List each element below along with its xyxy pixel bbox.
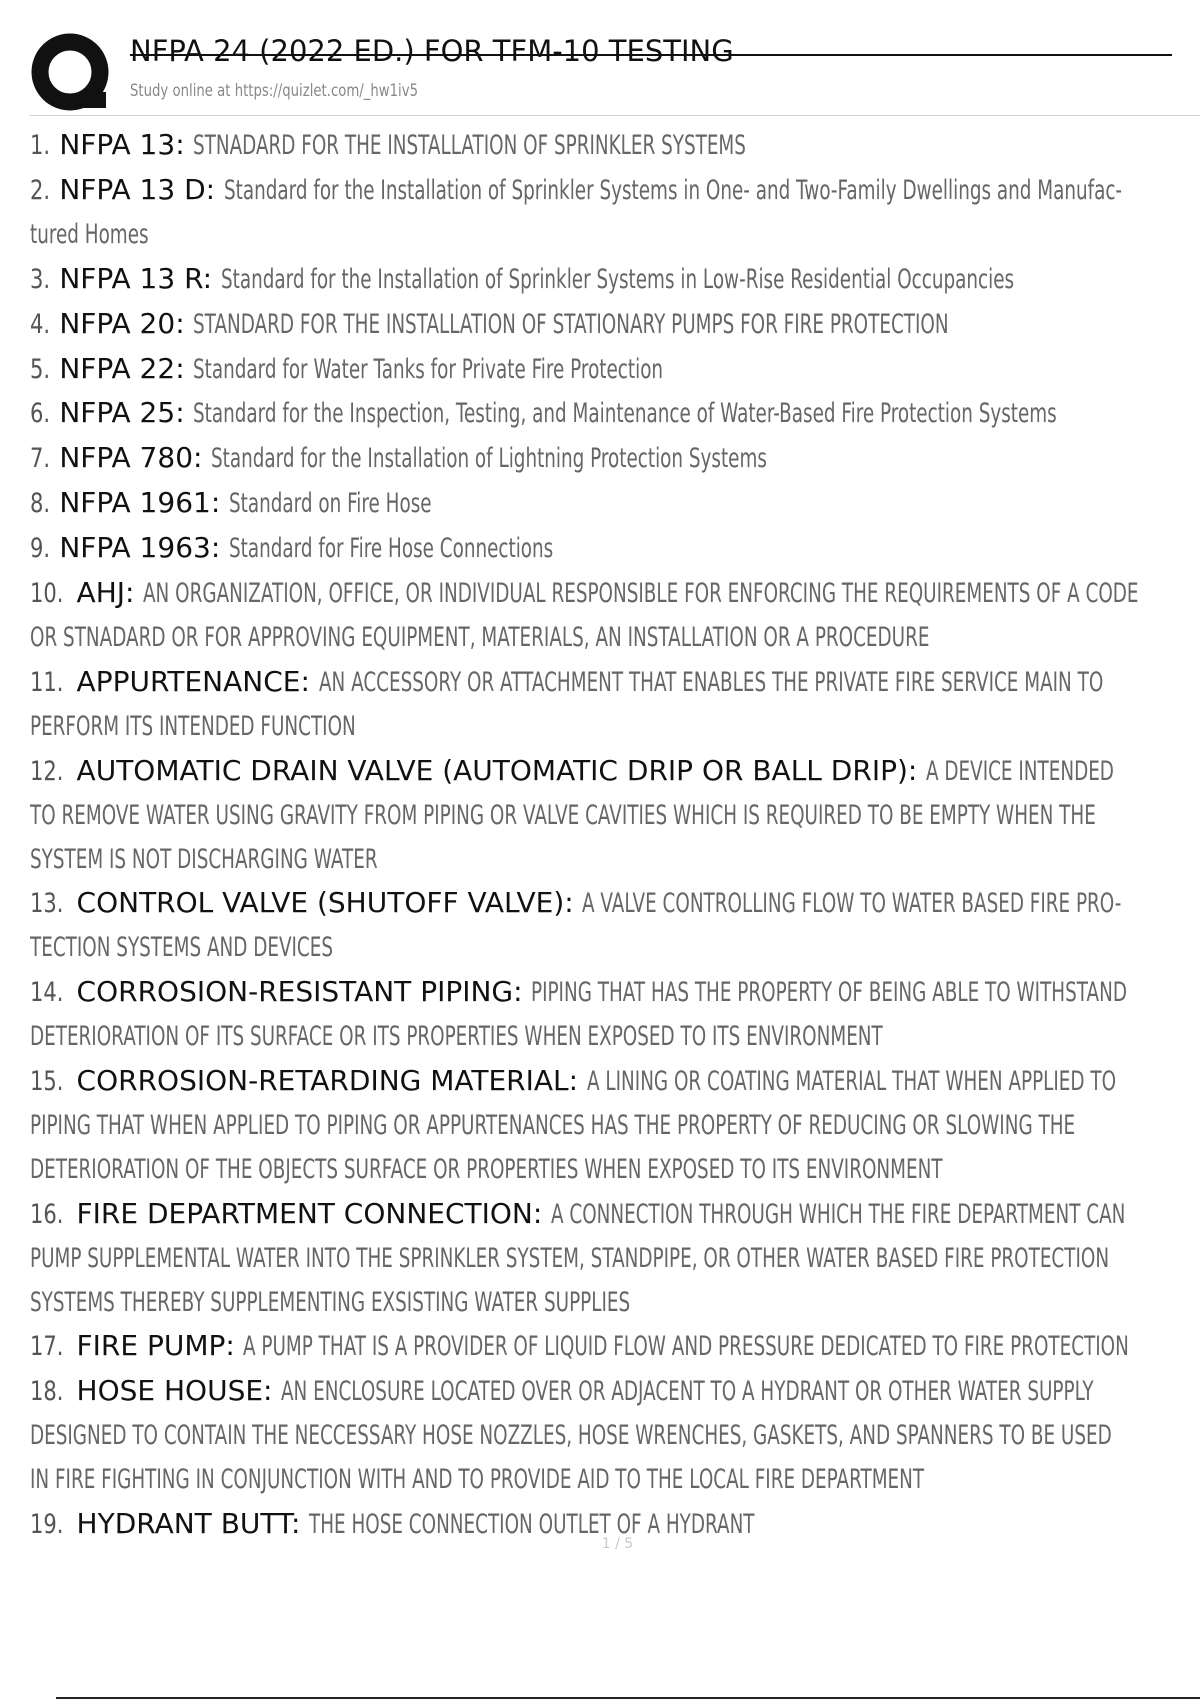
card-definition: STNADARD FOR THE INSTALLATION OF SPRINKLER SYSTEMS — [193, 130, 747, 161]
footer-divider — [56, 1697, 1200, 1699]
card-definition-continued: SYSTEMS THEREBY SUPPLEMENTING EXSISTING WATER SUPPLIES — [30, 1286, 631, 1318]
card-definition-continued: PERFORM ITS INTENDED FUNCTION — [30, 710, 356, 742]
flashcard-item — [30, 481, 1200, 526]
card-term: FIRE PUMP: — [76, 1329, 235, 1363]
card-term: NFPA 22: — [59, 351, 185, 385]
card-definition: Standard for the Installation of Sprinkler Systems in One- and Two-Family Dwellings and Manufac- — [223, 174, 1122, 206]
page-number: 1 / 5 — [601, 1536, 634, 1552]
card-term: CORROSION-RETARDING MATERIAL: — [76, 1064, 579, 1098]
card-term: NFPA 20: — [59, 306, 185, 340]
header-divider — [30, 115, 1200, 116]
card-definition: A DEVICE INTENDED — [925, 755, 1114, 787]
card-number: 17. — [30, 1331, 64, 1363]
card-term: HYDRANT BUTT: — [76, 1507, 301, 1541]
card-definition: STANDARD FOR THE INSTALLATION OF STATIONARY PUMPS FOR FIRE PROTECTION — [193, 308, 949, 340]
card-number: 8. — [30, 488, 51, 520]
quizlet-q-logo-icon — [30, 32, 114, 116]
card-number: 18. — [30, 1376, 64, 1408]
flashcard-item — [30, 1369, 1200, 1502]
flashcard-item — [30, 168, 1200, 257]
card-number: 5. — [30, 353, 51, 385]
card-definition-continued: PIPING THAT WHEN APPLIED TO PIPING OR APPURTENANCES HAS THE PROPERTY OF REDUCING OR SLOWING THE — [30, 1109, 1076, 1141]
card-definition-continued: SYSTEM IS NOT DISCHARGING WATER — [30, 843, 378, 875]
flashcard-list — [30, 123, 1200, 1547]
card-term: NFPA 13: — [59, 128, 185, 161]
card-definition-continued: TO REMOVE WATER USING GRAVITY FROM PIPING OR VALVE CAVITIES WHICH IS REQUIRED TO BE EMPTY WHEN THE — [30, 799, 1096, 831]
flashcard-item — [30, 123, 1200, 168]
card-definition: Standard for the Inspection, Testing, and Maintenance of Water-Based Fire Protection Systems — [193, 398, 1057, 430]
flashcard-item — [30, 660, 1200, 749]
card-term: AHJ: — [76, 576, 135, 610]
card-definition-continued: IN FIRE FIGHTING IN CONJUNCTION WITH AND TO PROVIDE AID TO THE LOCAL FIRE DEPARTMENT — [30, 1464, 925, 1496]
card-number: 4. — [30, 308, 51, 340]
card-definition-continued: DETERIORATION OF THE OBJECTS SURFACE OR PROPERTIES WHEN EXPOSED TO ITS ENVIRONMENT — [30, 1153, 943, 1185]
card-term: NFPA 25: — [59, 396, 185, 430]
card-number: 11. — [30, 666, 64, 698]
flashcard-item — [30, 749, 1200, 882]
card-term: FIRE DEPARTMENT CONNECTION: — [76, 1196, 543, 1230]
card-term: NFPA 1961: — [59, 486, 221, 520]
card-definition-continued: DESIGNED TO CONTAIN THE NECCESSARY HOSE NOZZLES, HOSE WRENCHES, GASKETS, AND SPANNERS TO BE USED — [30, 1420, 1112, 1452]
flashcard-item — [30, 391, 1200, 436]
card-number: 10. — [30, 578, 64, 610]
card-number: 13. — [30, 888, 64, 920]
card-number: 1. — [30, 130, 51, 161]
flashcard-item — [30, 881, 1200, 970]
flashcard-item — [30, 526, 1200, 571]
card-definition: A PUMP THAT IS A PROVIDER OF LIQUID FLOW AND PRESSURE DEDICATED TO FIRE PROTECTION — [243, 1331, 1130, 1363]
flashcard-item — [30, 302, 1200, 347]
card-number: 2. — [30, 174, 51, 206]
flashcard-item — [30, 347, 1200, 392]
flashcard-item — [30, 571, 1200, 660]
card-definition: AN ACCESSORY OR ATTACHMENT THAT ENABLES THE PRIVATE FIRE SERVICE MAIN TO — [318, 666, 1103, 698]
flashcard-item — [30, 257, 1200, 302]
card-definition: Standard for Water Tanks for Private Fire Protection — [193, 353, 664, 385]
card-number: 19. — [30, 1509, 64, 1541]
card-number: 16. — [30, 1198, 64, 1230]
card-definition-continued: tured Homes — [30, 218, 149, 250]
card-definition: PIPING THAT HAS THE PROPERTY OF BEING ABLE TO WITHSTAND — [531, 977, 1128, 1009]
card-number: 6. — [30, 398, 51, 430]
card-term: NFPA 13 R: — [59, 261, 213, 295]
card-term: CORROSION-RESISTANT PIPING: — [76, 975, 523, 1009]
card-number: 15. — [30, 1066, 64, 1098]
card-term: HOSE HOUSE: — [76, 1374, 273, 1408]
card-definition: A CONNECTION THROUGH WHICH THE FIRE DEPARTMENT CAN — [550, 1198, 1126, 1230]
card-number: 14. — [30, 977, 64, 1009]
flashcard-item — [30, 1324, 1200, 1369]
card-number: 7. — [30, 443, 51, 475]
flashcard-item — [30, 1192, 1200, 1325]
card-definition: AN ORGANIZATION, OFFICE, OR INDIVIDUAL RESPONSIBLE FOR ENFORCING THE REQUIREMENTS OF A CODE — [143, 578, 1139, 610]
card-term: CONTROL VALVE (SHUTOFF VALVE): — [76, 886, 574, 920]
card-definition: A LINING OR COATING MATERIAL THAT WHEN APPLIED TO — [586, 1066, 1116, 1098]
flashcard-item — [30, 1059, 1200, 1192]
card-definition-continued: PUMP SUPPLEMENTAL WATER INTO THE SPRINKLER SYSTEM, STANDPIPE, OR OTHER WATER BASED FIRE PROTECTION — [30, 1242, 1110, 1274]
card-definition: AN ENCLOSURE LOCATED OVER OR ADJACENT TO A HYDRANT OR OTHER WATER SUPPLY — [281, 1376, 1094, 1408]
card-term: NFPA 780: — [59, 441, 203, 475]
card-definition: Standard on Fire Hose — [228, 488, 432, 520]
flashcard-item — [30, 436, 1200, 481]
document-title: NFPA 24 (2022 ED.) FOR TFM-10 TESTING — [130, 34, 734, 68]
card-number: 12. — [30, 755, 64, 787]
card-definition-continued: DETERIORATION OF ITS SURFACE OR ITS PROPERTIES WHEN EXPOSED TO ITS ENVIRONMENT — [30, 1021, 883, 1053]
card-term: AUTOMATIC DRAIN VALVE (AUTOMATIC DRIP OR BALL DRIP): — [76, 753, 918, 787]
card-definition-continued: TECTION SYSTEMS AND DEVICES — [30, 932, 334, 964]
card-term: NFPA 1963: — [59, 531, 221, 565]
card-definition: Standard for the Installation of Sprinkler Systems in Low-Rise Residential Occupancies — [220, 263, 1014, 295]
flashcard-item — [30, 970, 1200, 1059]
card-term: APPURTENANCE: — [76, 664, 310, 698]
card-definition: THE HOSE CONNECTION OUTLET OF A HYDRANT — [309, 1509, 755, 1541]
card-term: NFPA 13 D: — [59, 172, 216, 206]
study-online-link[interactable]: Study online at https://quizlet.com/_hw1iv5 — [130, 81, 419, 101]
document-header — [30, 28, 1200, 118]
card-number: 9. — [30, 533, 51, 565]
card-definition: Standard for the Installation of Lightning Protection Systems — [211, 443, 767, 475]
card-number: 3. — [30, 263, 51, 295]
card-definition: A VALVE CONTROLLING FLOW TO WATER BASED FIRE PRO- — [582, 888, 1122, 920]
card-definition: Standard for Fire Hose Connections — [228, 533, 554, 565]
card-definition-continued: OR STNADARD OR FOR APPROVING EQUIPMENT, MATERIALS, AN INSTALLATION OR A PROCEDURE — [30, 621, 930, 653]
